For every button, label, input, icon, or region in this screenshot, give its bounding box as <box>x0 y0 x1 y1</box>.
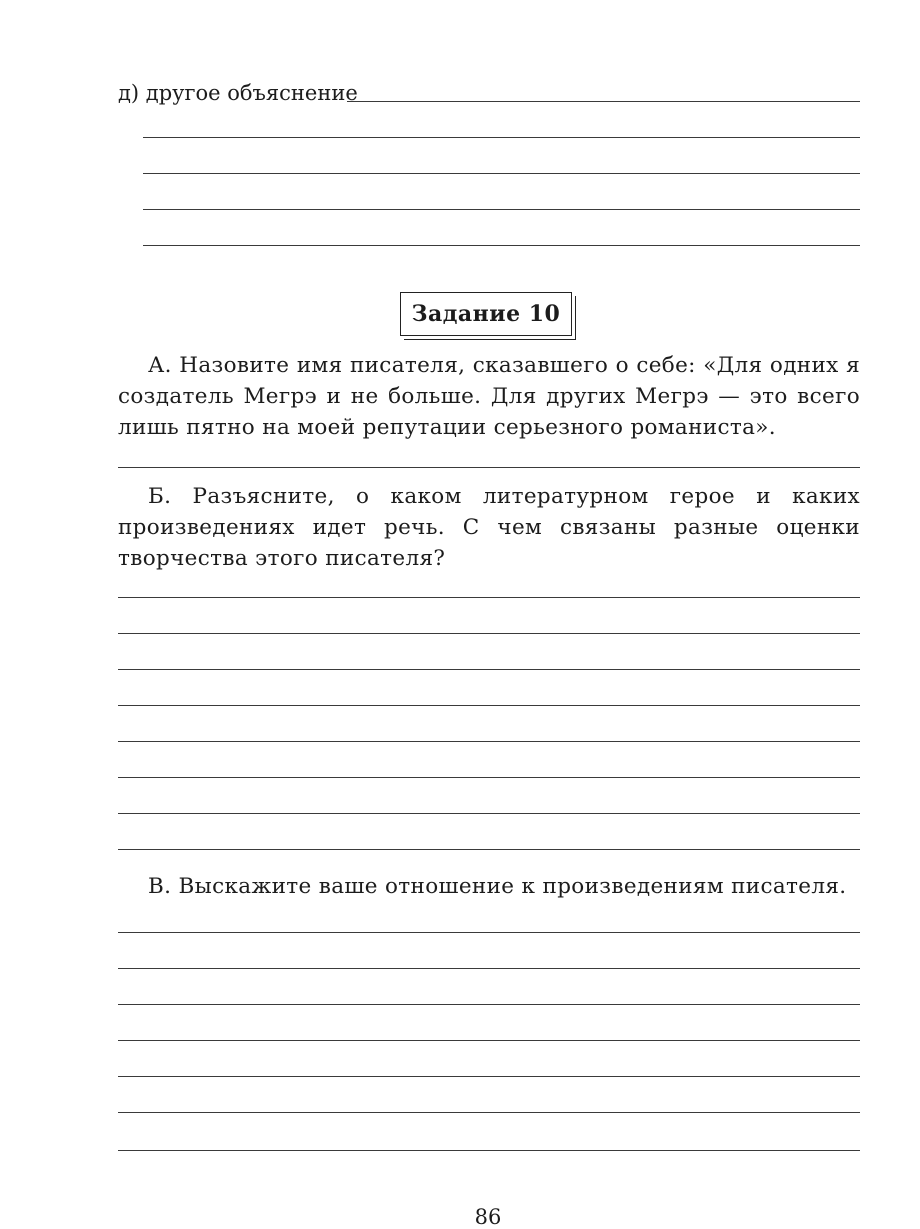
part-b-question: Б. Разъясните, о каком литературном герое и каких произведениях идет речь. С чем связаны разные оценки творчества этого писателя? <box>118 484 860 571</box>
answer-line[interactable] <box>143 137 860 138</box>
answer-line[interactable] <box>118 705 860 706</box>
answer-line[interactable] <box>118 813 860 814</box>
answer-line[interactable] <box>118 741 860 742</box>
answer-line[interactable] <box>118 932 860 933</box>
answer-line[interactable] <box>118 1040 860 1041</box>
answer-line[interactable] <box>118 1112 860 1113</box>
answer-line[interactable] <box>118 597 860 598</box>
part-c-question: В. Выскажите ваше отношение к произведениям писателя. <box>148 874 847 899</box>
answer-line[interactable] <box>347 101 860 102</box>
page-number: 86 <box>474 1205 502 1229</box>
answer-line[interactable] <box>118 968 860 969</box>
section-d-label: д) другое объяснение <box>118 81 358 105</box>
answer-line[interactable] <box>118 633 860 634</box>
answer-line[interactable] <box>143 245 860 246</box>
part-a-question: А. Назовите имя писателя, сказавшего о себе: «Для одних я создатель Мегрэ и не больше. Для других Мегрэ — это всего лишь пятно на моей репутации серьезного романиста». <box>118 353 860 440</box>
task-heading <box>400 292 572 336</box>
answer-line[interactable] <box>118 1004 860 1005</box>
answer-line[interactable] <box>143 209 860 210</box>
answer-line[interactable] <box>118 849 860 850</box>
answer-line[interactable] <box>118 669 860 670</box>
answer-line[interactable] <box>118 777 860 778</box>
answer-line[interactable] <box>118 1150 860 1151</box>
answer-line[interactable] <box>143 173 860 174</box>
answer-line[interactable] <box>118 1076 860 1077</box>
task-title: Задание 10 <box>411 301 561 327</box>
answer-line[interactable] <box>118 467 860 468</box>
